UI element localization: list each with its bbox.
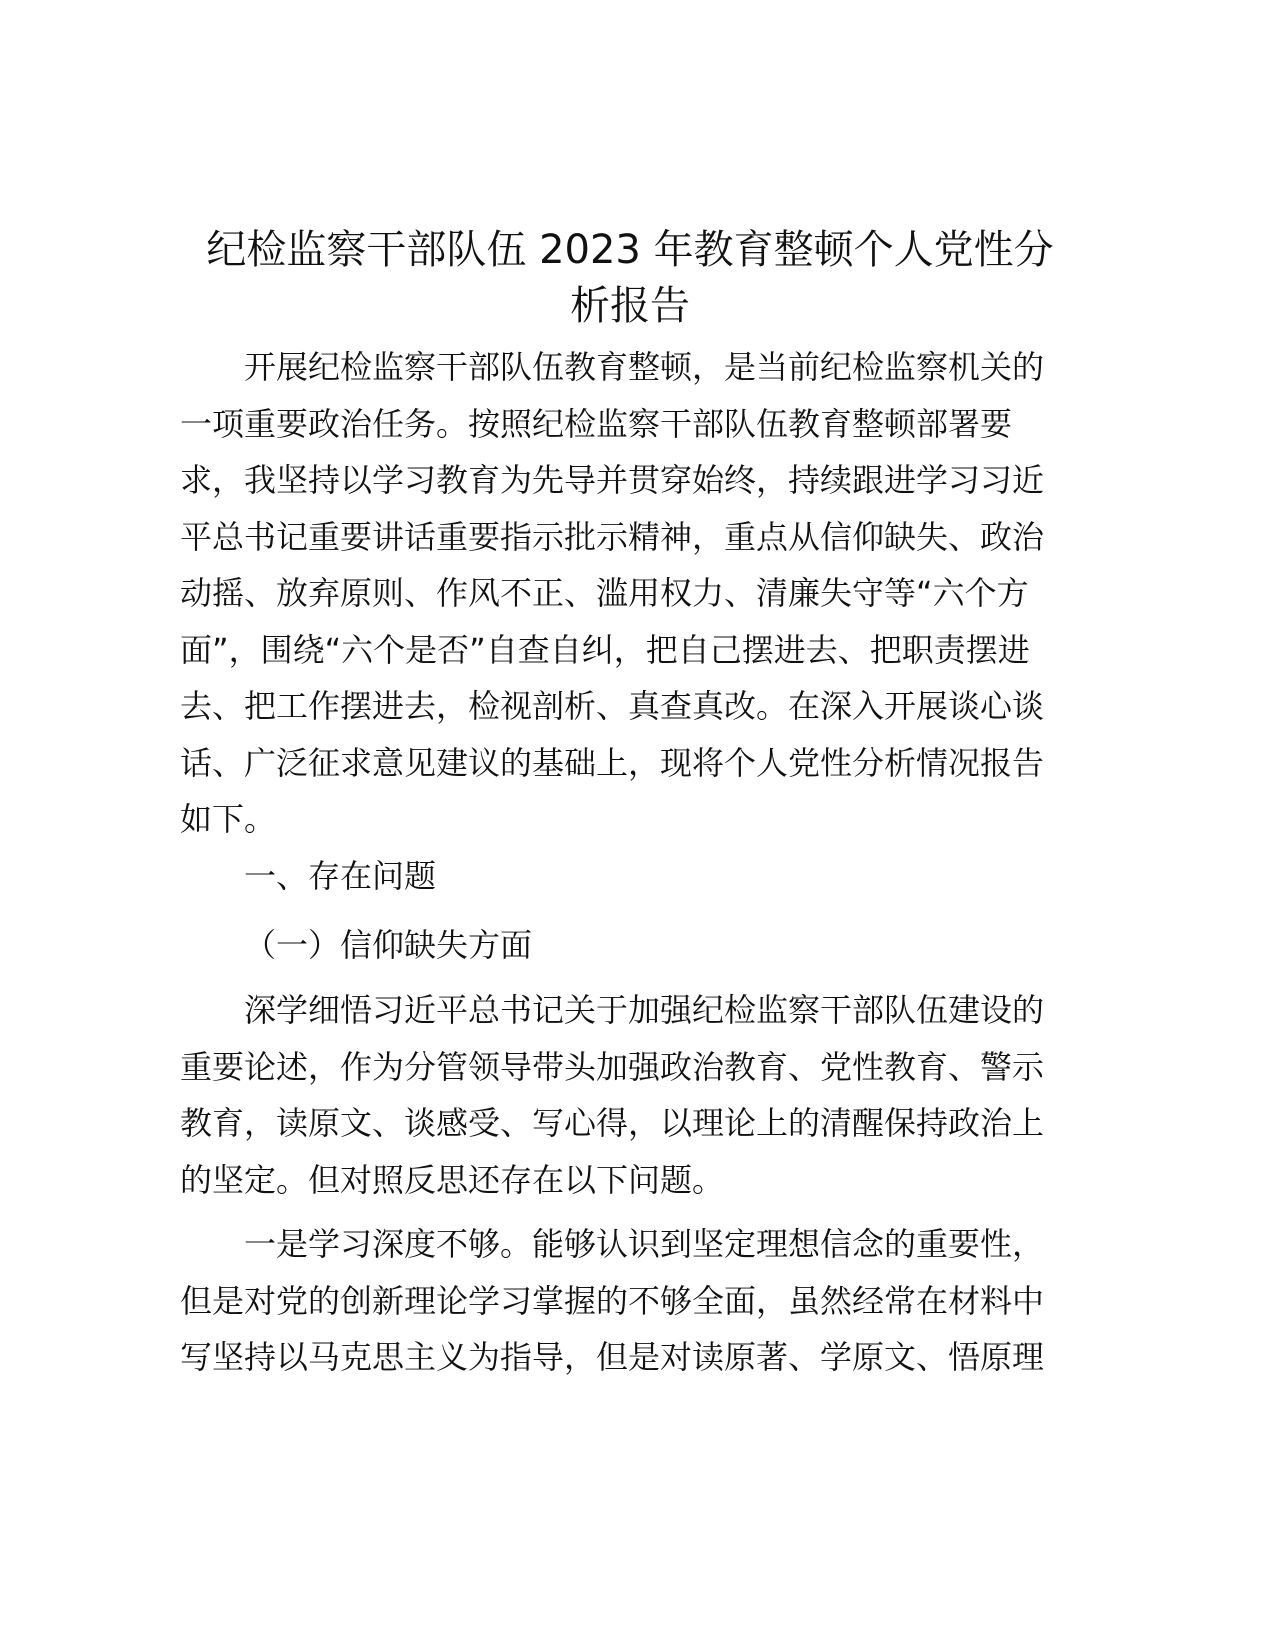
intro-paragraph	[180, 339, 1045, 848]
paragraph-line: 写坚持以马克思主义为指导，但是对读原著、学原文、悟原理	[180, 1338, 1045, 1376]
title-line: 纪检监察干部队伍 2023 年教育整顿个人党性分	[206, 227, 1054, 273]
paragraph-line: 面”，围绕“六个是否”自查自纠，把自己摆进去、把职责摆进	[180, 630, 1030, 669]
paragraph-line: 平总书记重要讲话重要指示批示精神，重点从信仰缺失、政治	[180, 517, 1045, 556]
section-heading-text: 一、存在问题	[244, 857, 437, 895]
section-heading	[180, 848, 1040, 905]
paragraph-line: 动摇、放弃原则、作风不正、滥用权力、清廉失守等“六个方	[180, 574, 1029, 612]
paragraph-line: 一是学习深度不够。能够认识到坚定理想信念的重要性，	[244, 1225, 1045, 1263]
document-title	[180, 222, 1080, 334]
paragraph-line: 开展纪检监察干部队伍教育整顿，是当前纪检监察机关的	[244, 348, 1045, 386]
paragraph-line: 深学细悟习近平总书记关于加强纪检监察干部队伍建设的	[244, 991, 1045, 1029]
paragraph-line: 教育，读原文、谈感受、写心得，以理论上的清醒保持政治上	[180, 1104, 1045, 1142]
paragraph-line: 一项重要政治任务。按照纪检监察干部队伍教育整顿部署要	[180, 404, 1013, 443]
paragraph-line: 如下。	[180, 800, 277, 838]
paragraph-2	[180, 982, 1045, 1208]
paragraph-line: 求，我坚持以学习教育为先导并贯穿始终，持续跟进学习习近	[180, 461, 1045, 499]
paragraph-line: 的坚定。但对照反思还存在以下问题。	[180, 1160, 725, 1199]
paragraph-line: 但是对党的创新理论学习掌握的不够全面，虽然经常在材料中	[180, 1281, 1045, 1320]
title-line: 析报告	[570, 283, 690, 329]
paragraph-line: 去、把工作摆进去，检视剖析、真查真改。在深入开展谈心谈	[180, 687, 1045, 725]
paragraph-line: 重要论述，作为分管领导带头加强政治教育、党性教育、警示	[180, 1047, 1045, 1086]
subsection-heading-text: （一）信仰缺失方面	[244, 926, 533, 964]
subsection-heading	[180, 917, 1040, 974]
paragraph-3	[180, 1216, 1045, 1386]
paragraph-line: 话、广泛征求意见建议的基础上，现将个人党性分析情况报告	[180, 743, 1045, 782]
